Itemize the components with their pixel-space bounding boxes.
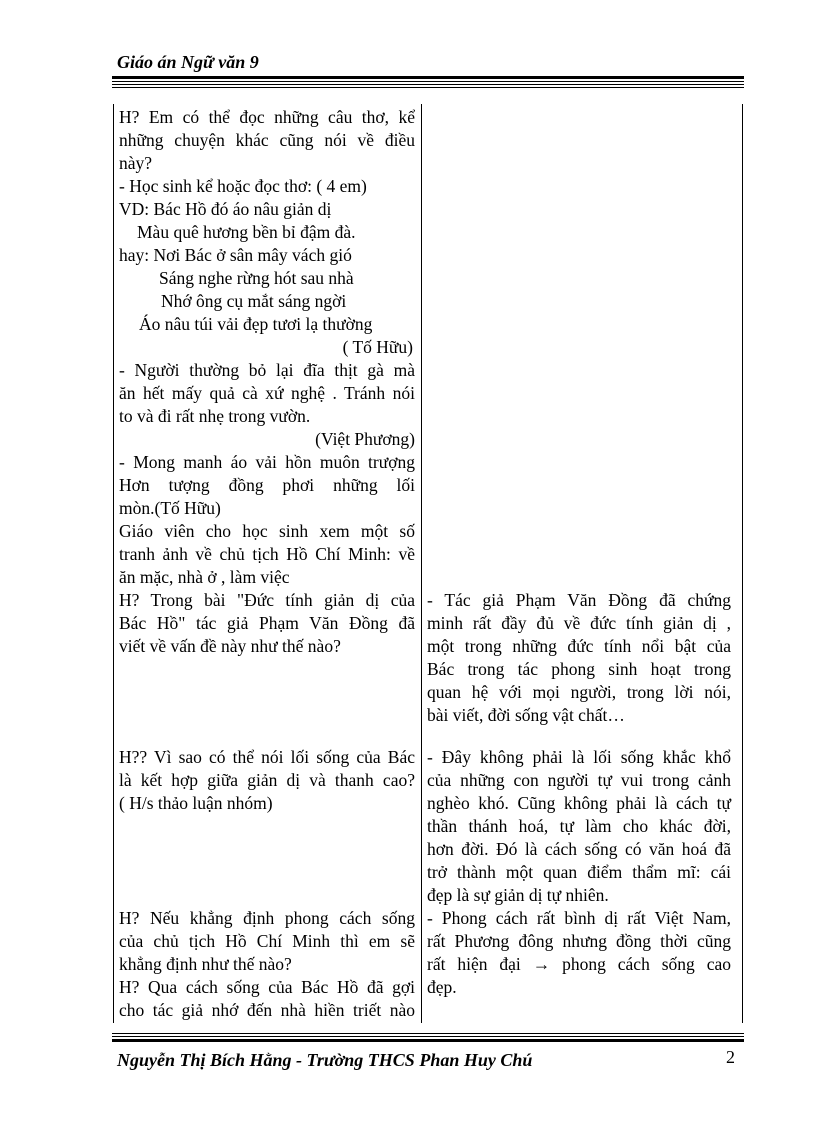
table-border-left — [113, 104, 114, 1023]
poem-1: VD: Bác Hồ đó áo nâu giản dị Màu quê hương bền bỉ đậm đà. — [119, 199, 356, 242]
question-5: H? Qua cách sống của Bác Hồ đã gợi cho tác giả nhớ đến nhà hiền triết nào — [119, 977, 415, 1020]
author-viet-phuong: (Việt Phương) — [315, 429, 415, 449]
quote-2: - Người thường bỏ lại đĩa thịt gà mà ăn hết mấy quả cà xứ nghệ . Tránh nói to và đi rất nhẹ trong vườn. — [119, 360, 415, 426]
question-1: H? Em có thể đọc những câu thơ, kể những chuyện khác cũng nói về điều này? — [119, 107, 415, 173]
quote-3: - Mong manh áo vải hồn muôn trượng Hơn tượng đồng phơi những lối mòn.(Tố Hữu) — [119, 452, 415, 518]
answer-2: - Đây không phải là lối sống khắc khổ của những con người tự vui trong cảnh nghèo khó. Cũng không phải là cách tự thần thánh hoá, tự làm cho khác đời, hơn đời. Đó là cách sống có văn hoá đã trở thành một quan điểm thẩm mĩ: cái đẹp là sự giản dị tự nhiên. — [427, 747, 731, 905]
footer-rule — [112, 1033, 744, 1034]
header-rule — [112, 84, 744, 85]
footer-author: Nguyễn Thị Bích Hằng - Trường THCS Phan Huy Chú — [117, 1050, 533, 1070]
teacher-note: Giáo viên cho học sinh xem một số tranh ảnh về chủ tịch Hồ Chí Minh: về ăn mặc, nhà ở , làm việc — [119, 521, 415, 587]
author-to-huu: ( Tố Hữu) — [342, 337, 413, 357]
header-rule — [112, 76, 744, 79]
footer-rule — [112, 1036, 744, 1037]
lesson-table — [112, 104, 744, 1023]
answer-1: - Tác giả Phạm Văn Đồng đã chứng minh rất đầy đủ về đức tính giản dị , một trong những đức tính nổi bật của Bác trong tác phong sinh hoạt trong quan hệ với mọi người, trong lời nói, bài viết, đời sống vật chất… — [427, 590, 731, 725]
answer-3: - Phong cách rất bình dị rất Việt Nam, rất Phương đông nhưng đồng thời cũng rất hiện đại → phong cách sống cao đẹp. — [427, 908, 731, 997]
footer-rule — [112, 1039, 744, 1042]
question-4: H? Nếu khẳng định phong cách sống của chủ tịch Hồ Chí Minh thì em sẽ khẳng định như thế nào? — [119, 908, 415, 974]
page-number: 2 — [726, 1047, 735, 1067]
header-rule — [112, 87, 744, 88]
poem-2: hay: Nơi Bác ở sân mây vách gió Sáng nghe rừng hót sau nhà Nhớ ông cụ mắt sáng ngời Áo nâu túi vải đẹp tươi lạ thường — [119, 245, 373, 334]
header-rule — [112, 81, 744, 82]
question-3: H?? Vì sao có thể nói lối sống của Bác là kết hợp giữa giản dị và thanh cao? ( H/s thảo luận nhóm) — [119, 747, 415, 813]
header-title: Giáo án Ngữ văn 9 — [117, 52, 259, 72]
table-border-middle — [421, 104, 422, 1023]
question-2: H? Trong bài "Đức tính giản dị của Bác Hồ" tác giả Phạm Văn Đồng đã viết về vấn đề này như thế nào? — [119, 590, 415, 656]
table-border-right — [742, 104, 743, 1023]
students-read: - Học sinh kể hoặc đọc thơ: ( 4 em) — [119, 176, 367, 196]
